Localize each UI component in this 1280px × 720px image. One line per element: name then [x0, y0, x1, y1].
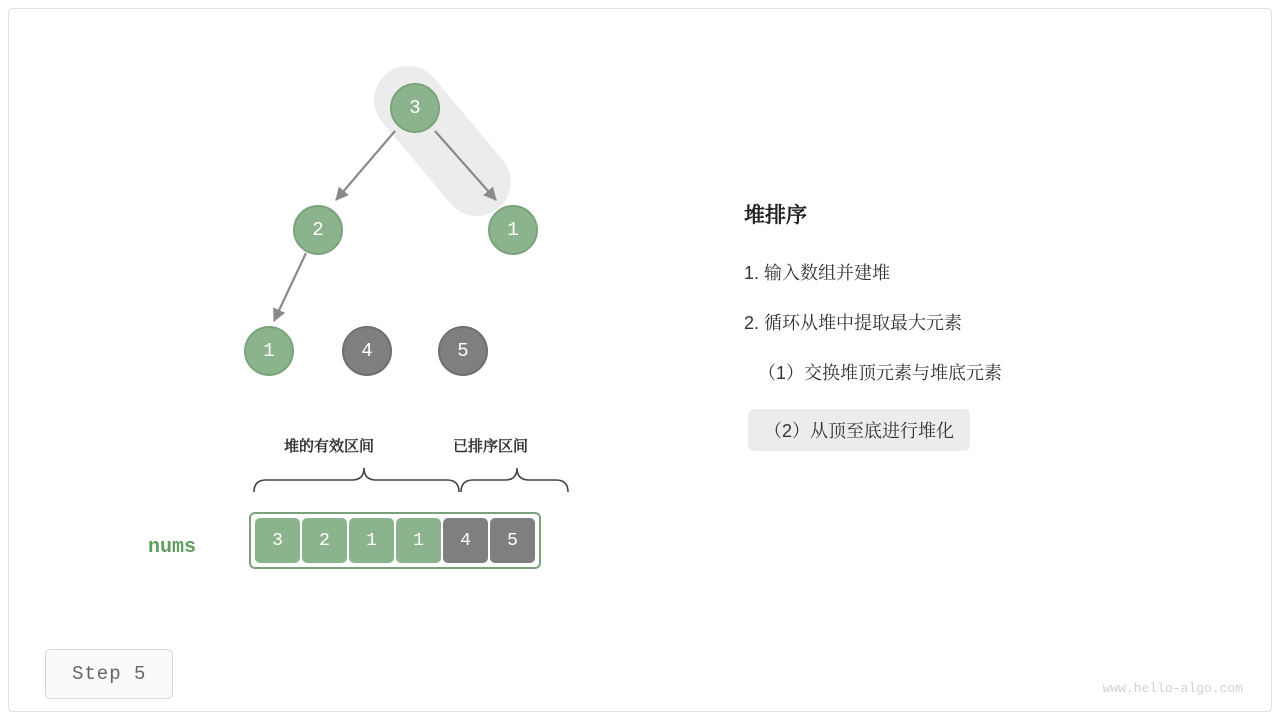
step-badge: Step 5 — [45, 649, 173, 699]
tree-node-value: 4 — [361, 340, 373, 362]
tree-node — [244, 326, 294, 376]
array-cell-value: 4 — [460, 530, 471, 551]
array-cell-value: 1 — [366, 530, 377, 551]
tree-node-value: 2 — [312, 219, 324, 241]
panel-step: 1. 输入数组并建堆 — [744, 263, 891, 283]
array-cell-value: 1 — [413, 530, 424, 551]
panel-step: （2）从顶至底进行堆化 — [748, 409, 970, 451]
panel-title: 堆排序 — [744, 204, 807, 227]
array-name-label: nums — [148, 536, 197, 559]
tree-node — [293, 205, 343, 255]
heap-range-label: 堆的有效区间 — [284, 438, 375, 455]
sorted-range-label: 已排序区间 — [453, 438, 529, 455]
array-cell-value: 5 — [507, 530, 518, 551]
tree-node — [488, 205, 538, 255]
tree-node-value: 3 — [409, 97, 421, 119]
array-cell-value: 2 — [319, 530, 330, 551]
tree-node — [438, 326, 488, 376]
range-braces — [9, 9, 1273, 713]
array-cell-value: 3 — [272, 530, 283, 551]
panel-step: 2. 循环从堆中提取最大元素 — [744, 313, 963, 333]
panel-step: （1）交换堆顶元素与堆底元素 — [758, 363, 1003, 383]
tree-node-value: 1 — [507, 219, 519, 241]
diagram-frame — [8, 8, 1272, 712]
tree-node — [390, 83, 440, 133]
watermark: www.hello-algo.com — [1102, 681, 1243, 696]
tree-node-value: 5 — [457, 340, 469, 362]
diagram-stage — [9, 9, 1273, 713]
tree-node-value: 1 — [263, 340, 275, 362]
tree-node — [342, 326, 392, 376]
